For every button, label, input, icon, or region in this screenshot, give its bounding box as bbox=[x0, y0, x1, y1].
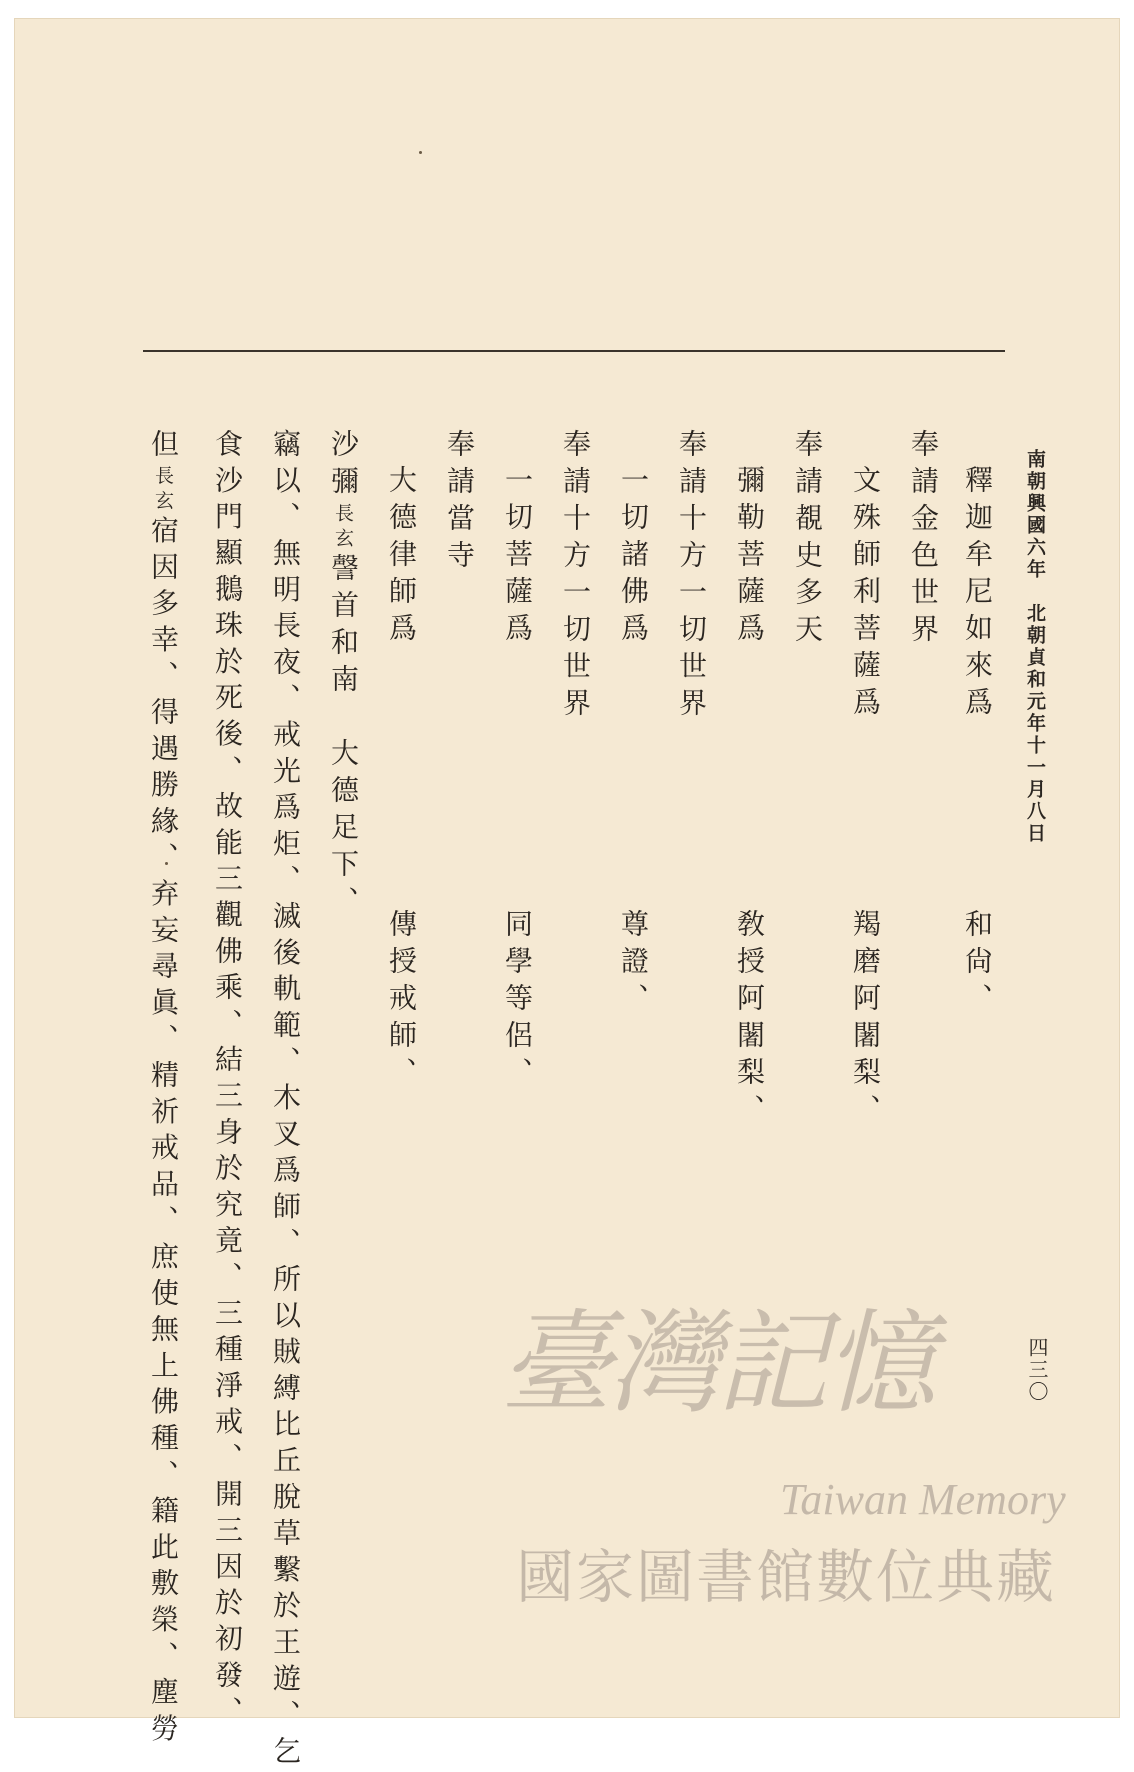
text-segment: 但 bbox=[147, 429, 180, 466]
watermark-library: 國家圖書館數位典藏 bbox=[516, 1543, 1057, 1611]
text-column-4: 奉請覩史多天 bbox=[791, 429, 824, 651]
inline-name-small: 長玄 bbox=[332, 503, 354, 553]
text-column-3: 文殊師利菩薩爲 羯磨阿闍梨、 bbox=[849, 465, 882, 1131]
text-column-1: 釋迦牟尼如來爲 和尙、 bbox=[961, 465, 994, 1020]
text-column-5: 彌勒菩薩爲 敎授阿闍梨、 bbox=[733, 465, 766, 1131]
horizontal-rule bbox=[143, 350, 1005, 352]
text-column-8: 奉請十方一切世界 bbox=[559, 429, 592, 725]
text-column-13: 竊以、無明長夜、戒光爲炬、滅後軌範、木叉爲師、所以賊縛比丘脫草繫於王遊、乞 bbox=[269, 429, 302, 1772]
text-segment: 謦首和南 大德足下、 bbox=[327, 553, 360, 923]
page-number: 四三〇 bbox=[1025, 1337, 1049, 1403]
watermark-english: Taiwan Memory bbox=[780, 1475, 1066, 1524]
text-column-6: 奉請十方一切世界 bbox=[675, 429, 708, 725]
text-column-7: 一切諸佛爲 尊證、 bbox=[617, 465, 650, 1020]
watermark-calligraphy: 臺灣記憶 bbox=[500, 1299, 932, 1429]
text-column-14: 食沙門顯鵝珠於死後、故能三觀佛乘、結三身於究竟、三種淨戒、開三因於初發、 bbox=[211, 429, 244, 1733]
ink-speck bbox=[419, 151, 422, 154]
document-page bbox=[14, 18, 1120, 1772]
text-column-10: 奉請當寺 bbox=[443, 429, 476, 577]
text-column-9: 一切菩薩爲 同學等侶、 bbox=[501, 465, 534, 1094]
text-column-2: 奉請金色世界 bbox=[907, 429, 940, 651]
text-segment: 宿因多幸、得遇勝緣、弃妄尋眞、精祈戒品、庶使無上佛種、籍此敷榮、塵勞 bbox=[147, 515, 180, 1750]
text-segment: 沙彌 bbox=[327, 429, 360, 503]
inline-name-small: 長玄 bbox=[152, 465, 174, 516]
text-column-12 bbox=[327, 429, 360, 923]
document-header: 南朝興國六年 北朝貞和元年十一月八日 bbox=[1024, 449, 1046, 845]
text-column-11: 大德律師爲 傳授戒師、 bbox=[385, 465, 418, 1094]
text-column-15 bbox=[147, 429, 180, 1750]
